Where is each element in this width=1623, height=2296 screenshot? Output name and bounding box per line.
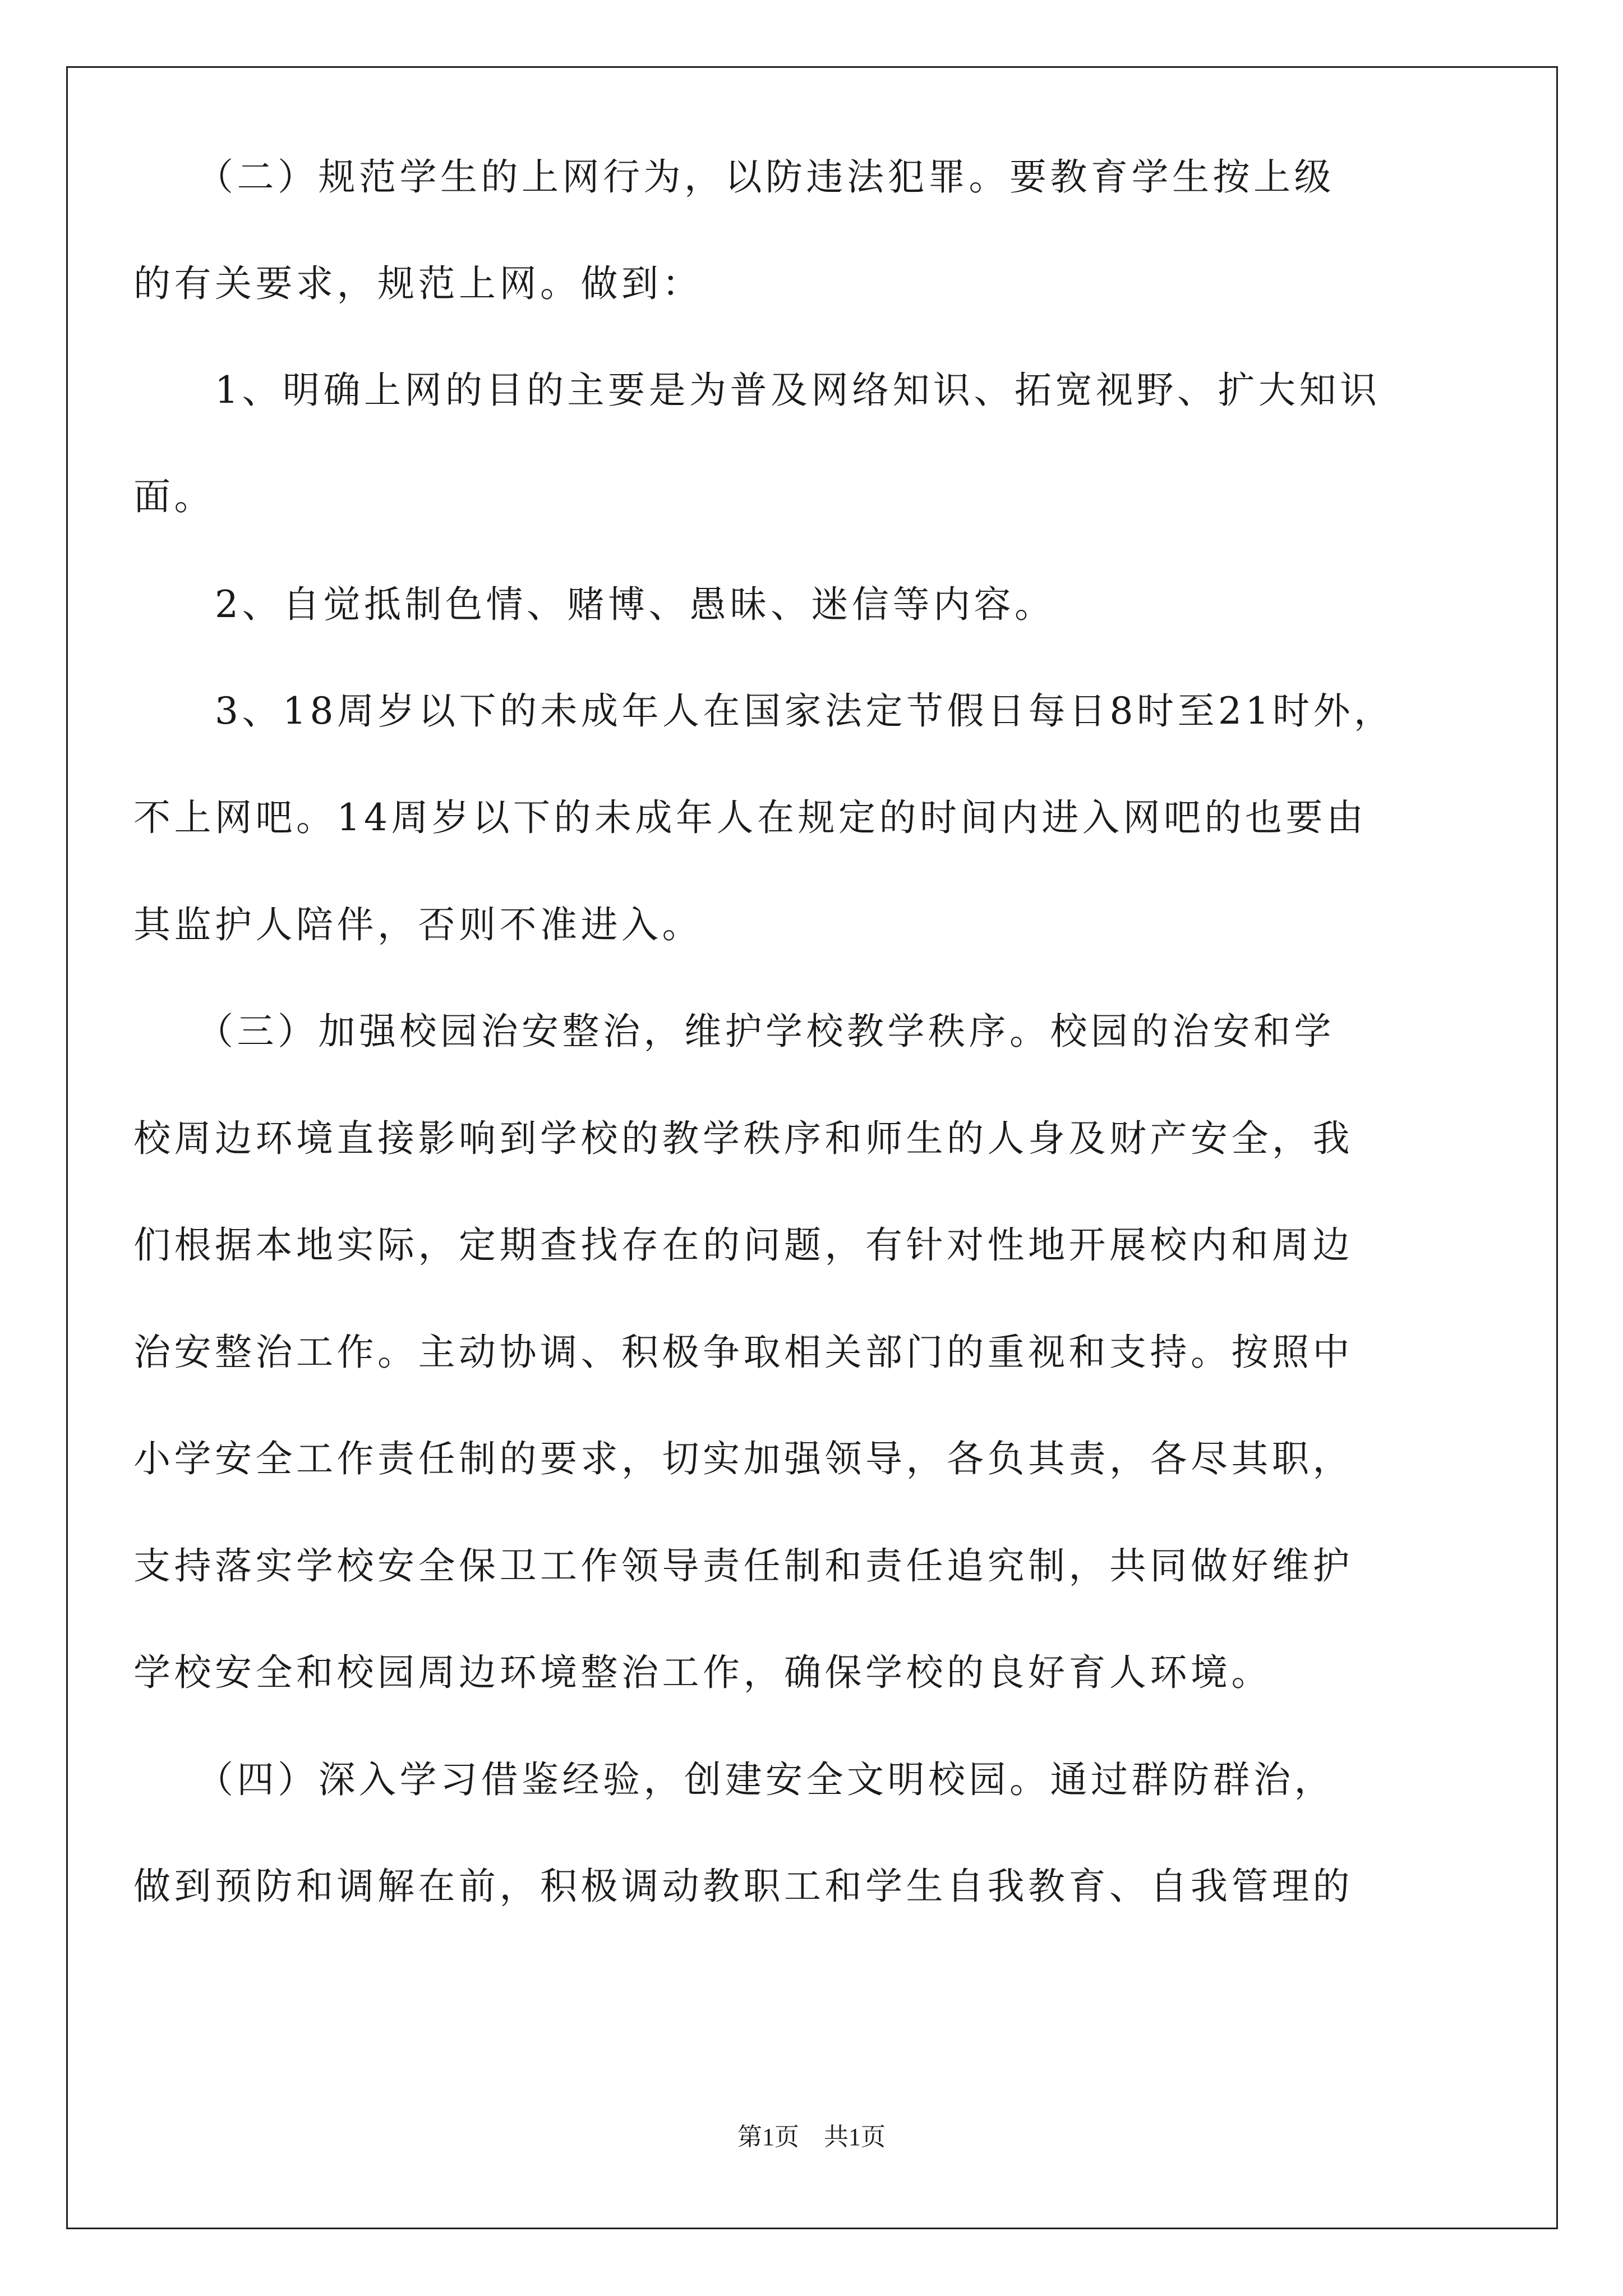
text-line: 们根据本地实际，定期查找存在的问题，有针对性地开展校内和周边: [133, 1223, 1353, 1267]
text-line: （三）加强校园治安整治，维护学校教学秩序。校园的治安和学: [133, 1010, 1335, 1053]
text-line: 1、明确上网的目的主要是为普及网络知识、拓宽视野、扩大知识: [133, 369, 1381, 412]
text-line: 支持落实学校安全保卫工作领导责任制和责任追究制，共同做好维护: [133, 1544, 1353, 1588]
text-line: 做到预防和调解在前，积极调动教职工和学生自我教育、自我管理的: [133, 1865, 1353, 1908]
text-line: （二）规范学生的上网行为，以防违法犯罪。要教育学生按上级: [133, 155, 1335, 199]
text-line: 其监护人陪伴，否则不准进入。: [133, 903, 703, 946]
text-line: 面。: [133, 475, 215, 518]
text-line: （四）深入学习借鉴经验，创建安全文明校园。通过群防群治，: [133, 1758, 1335, 1801]
text-line: 小学安全工作责任制的要求，切实加强领导，各负其责，各尽其职，: [133, 1437, 1353, 1480]
text-line: 校周边环境直接影响到学校的教学秩序和师生的人身及财产安全，我: [133, 1117, 1353, 1160]
text-line: 学校安全和校园周边环境整治工作，确保学校的良好育人环境。: [133, 1651, 1272, 1694]
text-line: 不上网吧。14周岁以下的未成年人在规定的时间内进入网吧的也要由: [133, 796, 1367, 839]
text-line: 治安整治工作。主动协调、积极争取相关部门的重视和支持。按照中: [133, 1331, 1353, 1374]
text-line: 的有关要求，规范上网。做到：: [133, 262, 703, 305]
page-number: 第1页 共1页: [737, 2123, 886, 2151]
text-line: 3、18周岁以下的未成年人在国家法定节假日每日8时至21时外，: [133, 689, 1395, 733]
text-line: 2、自觉抵制色情、赌博、愚昧、迷信等内容。: [133, 583, 1055, 626]
